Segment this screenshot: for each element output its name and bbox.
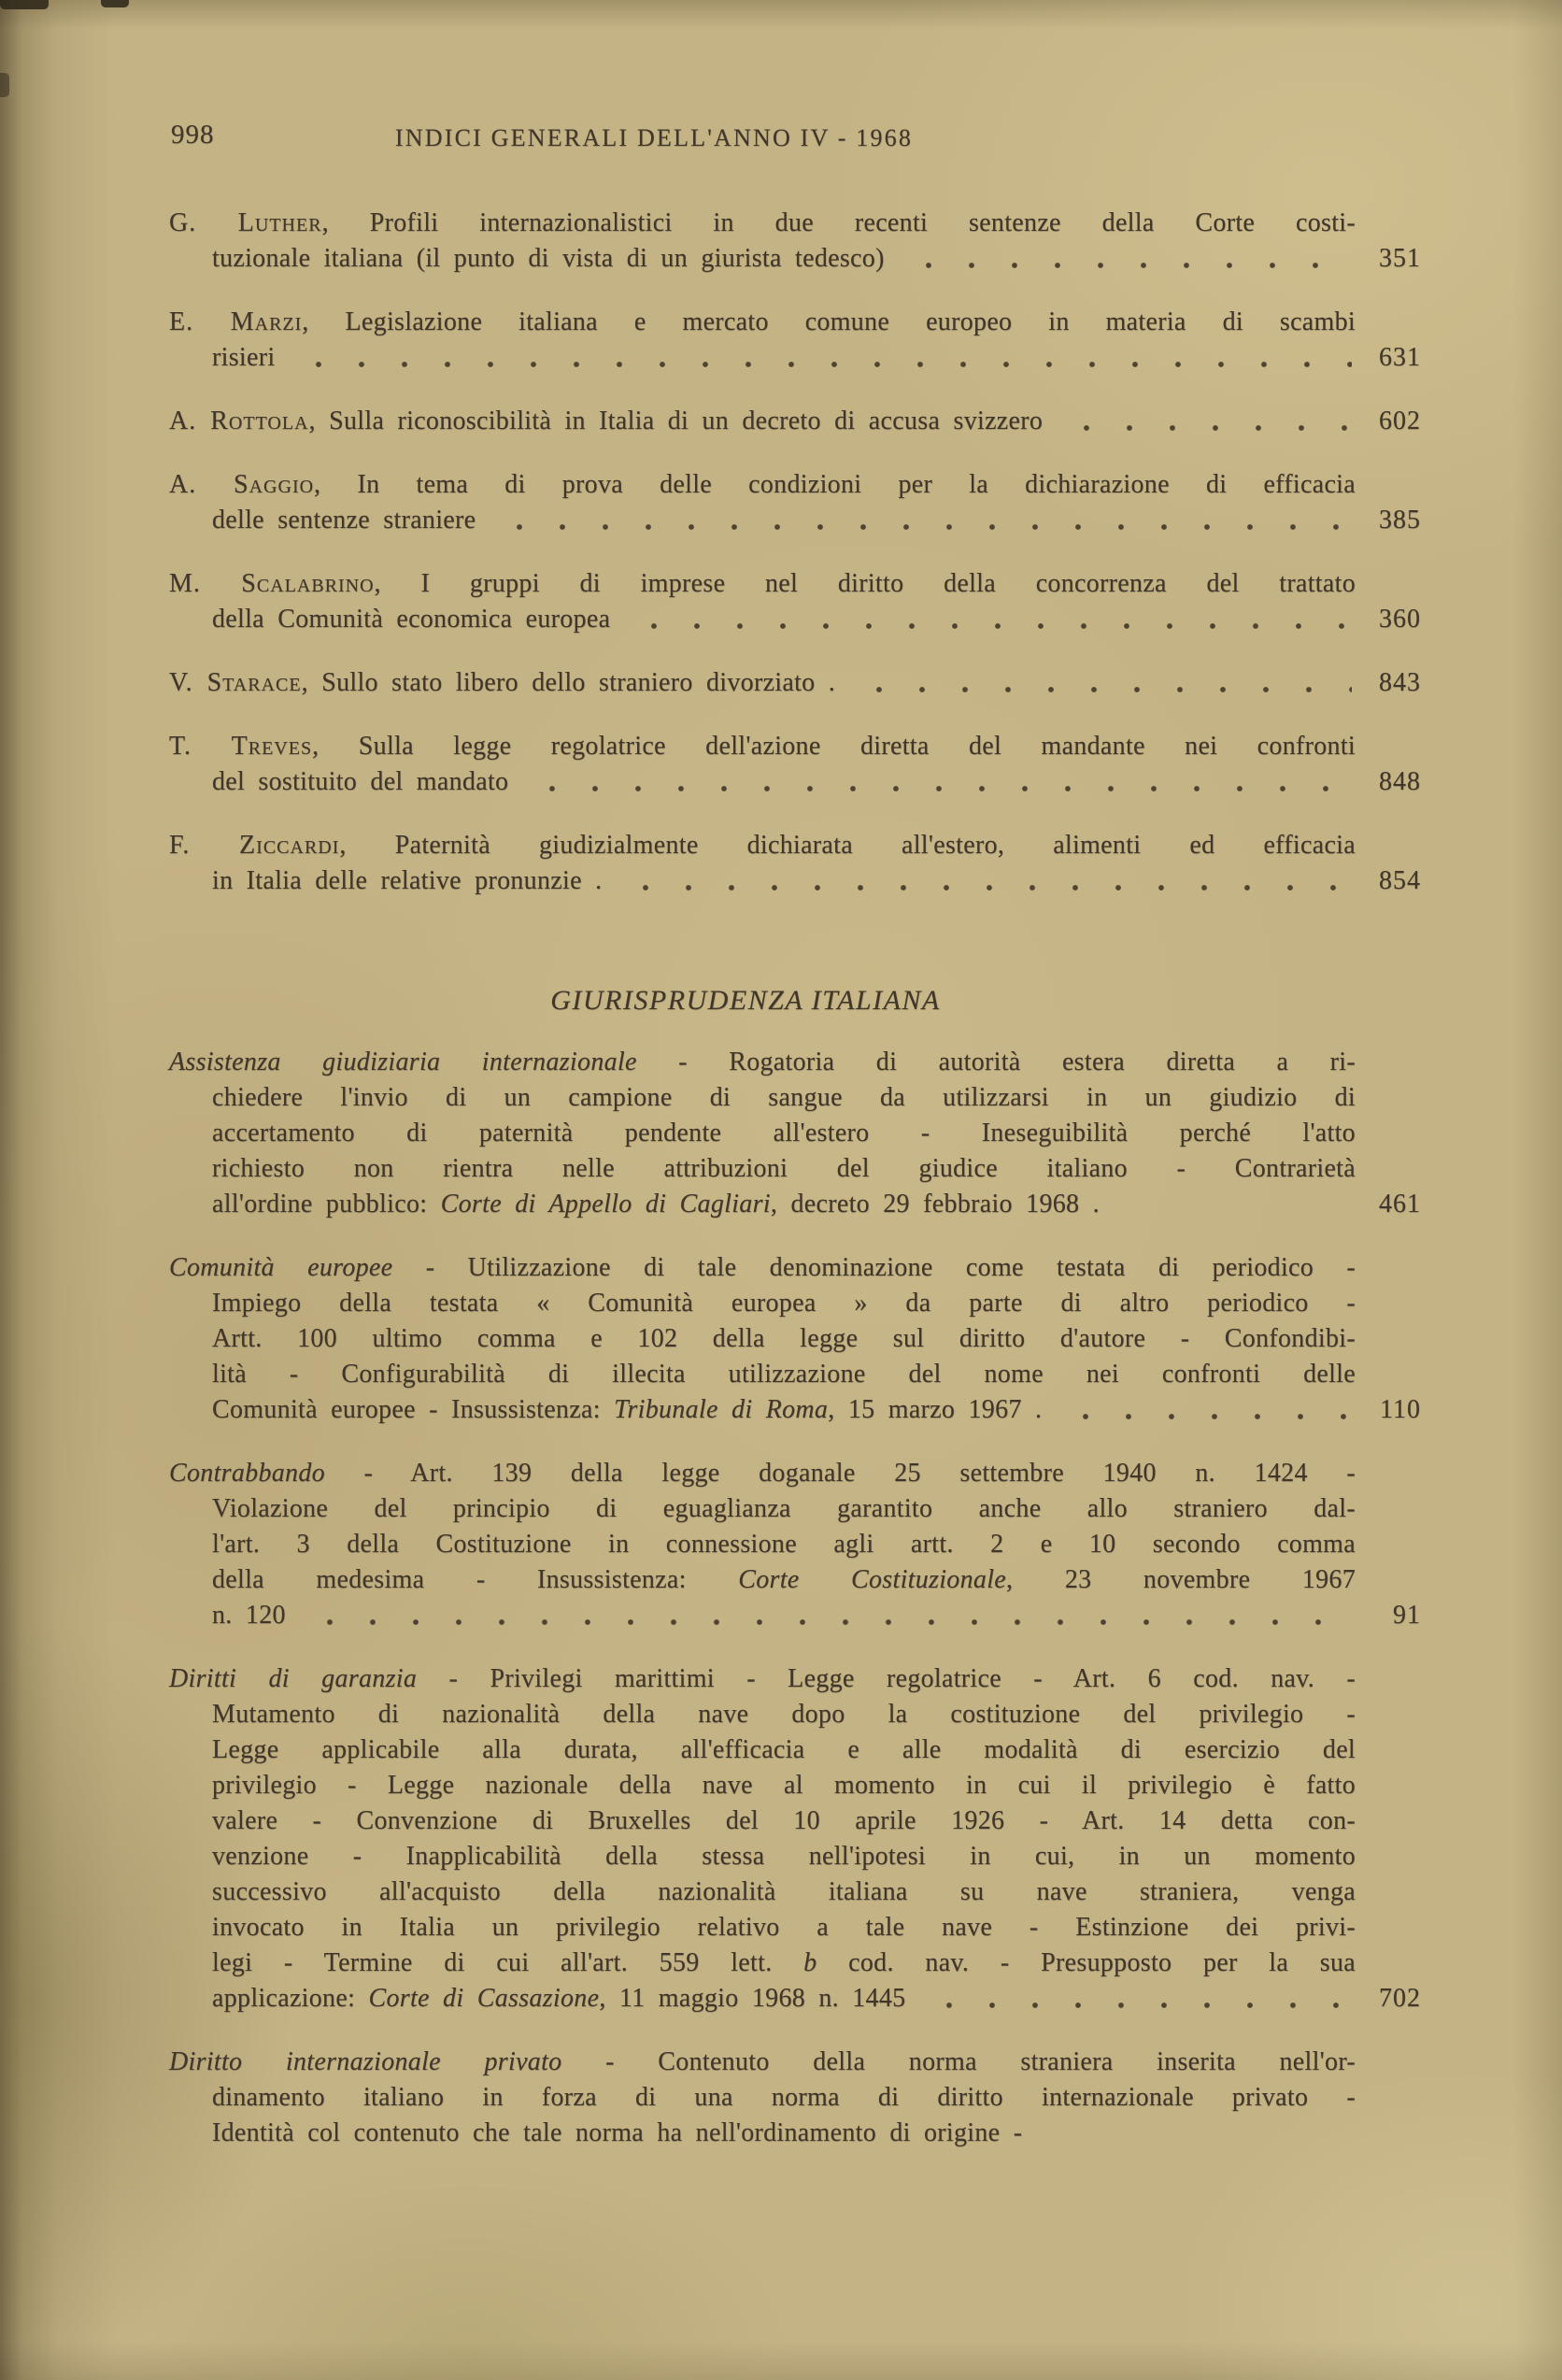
- text-segment: Diritti di garanzia: [169, 1664, 418, 1693]
- line-text: [169, 1045, 1356, 1080]
- line-text: [212, 602, 610, 637]
- text-segment: Comunità europee - Insussistenza:: [212, 1395, 615, 1424]
- entry-page-number: 91: [1393, 1601, 1421, 1630]
- line-text: [212, 1392, 1042, 1428]
- entry-page-number: 702: [1379, 1984, 1421, 2013]
- index-line: [169, 1321, 1356, 1357]
- entry-page-number: 854: [1379, 866, 1421, 895]
- line-text: [212, 1874, 1356, 1910]
- index-line: [169, 1945, 1356, 1981]
- text-segment: , Sulla riconoscibilità in Italia di un decreto di accusa svizzero: [308, 406, 1044, 435]
- leader-dots: [492, 503, 1352, 538]
- index-entry: [169, 206, 1421, 277]
- index-line: [169, 828, 1356, 863]
- line-text: [212, 340, 275, 376]
- line-text: [169, 2045, 1356, 2080]
- line-text: [212, 1357, 1356, 1392]
- text-segment: - Utilizzazione di tale denominazione come testata di periodico -: [392, 1253, 1356, 1282]
- line-text: [212, 2080, 1356, 2116]
- index-line: [169, 764, 1421, 800]
- index-line: [169, 1491, 1356, 1527]
- line-text: [212, 1491, 1356, 1527]
- index-line: [169, 404, 1421, 439]
- line-text: [169, 467, 1356, 503]
- index-entry: [169, 729, 1421, 800]
- text-segment: , 11 maggio 1968 n. 1445: [599, 1984, 906, 2013]
- text-segment: - Contenuto della norma straniera inserita nell'or-: [561, 2047, 1356, 2076]
- index-line: [169, 1080, 1356, 1116]
- index-line: [169, 1527, 1356, 1562]
- line-text: [169, 828, 1356, 863]
- text-segment: V. Starace: [169, 668, 302, 697]
- line-text: [212, 2116, 1022, 2151]
- running-head-title: INDICI GENERALI DELL'ANNO IV - 1968: [394, 124, 914, 151]
- index-line: [169, 340, 1421, 376]
- page-number: 998: [171, 120, 215, 150]
- entry-page-number: 385: [1379, 506, 1421, 534]
- leader-dots: [922, 1981, 1352, 2017]
- index-entry: [169, 1456, 1421, 1633]
- entry-page-number: 848: [1379, 767, 1421, 796]
- scan-artifact: [0, 0, 49, 9]
- author-entries: [169, 206, 1421, 927]
- leader-dots: [1059, 404, 1352, 439]
- text-segment: Comunità europee: [169, 1253, 393, 1282]
- leader-dots: [618, 863, 1352, 899]
- text-segment: della medesima - Insussistenza:: [212, 1565, 739, 1594]
- line-text: [169, 1661, 1356, 1697]
- index-line: [169, 1598, 1421, 1633]
- text-segment: Mutamento di nazionalità della nave dopo la costituzione del privilegio -: [212, 1700, 1356, 1729]
- index-line: [169, 1874, 1356, 1910]
- entry-page-number: 360: [1379, 605, 1421, 634]
- text-segment: lità - Configurabilità di illecita utilizzazione del nome nei confronti delle: [212, 1360, 1356, 1389]
- text-segment: Tribunale di Roma: [614, 1395, 829, 1424]
- line-text: [212, 1945, 1356, 1981]
- index-line: [169, 665, 1421, 701]
- index-line: [169, 1357, 1356, 1392]
- index-line: [169, 1392, 1421, 1428]
- line-text: [169, 566, 1356, 602]
- line-text: [212, 1803, 1356, 1839]
- entry-page-number: 351: [1379, 244, 1421, 273]
- text-segment: , I gruppi di imprese nel diritto della concorrenza del trattato: [374, 569, 1356, 598]
- text-segment: venzione - Inapplicabilità della stessa nell'ipotesi in cui, in un momento: [212, 1842, 1356, 1871]
- index-line: [169, 2080, 1356, 2116]
- index-line: [169, 1803, 1356, 1839]
- text-segment: in Italia delle relative pronunzie .: [212, 866, 603, 895]
- text-segment: delle sentenze straniere: [212, 506, 476, 534]
- text-segment: accertamento di paternità pendente all'estero - Ineseguibilità perché l'atto: [212, 1119, 1356, 1147]
- index-entry: [169, 828, 1421, 899]
- entry-page-number: 110: [1380, 1395, 1421, 1424]
- text-segment: valere - Convenzione di Bruxelles del 10 aprile 1926 - Art. 14 detta con-: [212, 1806, 1356, 1835]
- text-segment: , Sulla legge regolatrice dell'azione diretta del mandante nei confronti: [312, 732, 1356, 761]
- index-line: [169, 1839, 1356, 1874]
- line-text: [212, 1527, 1356, 1562]
- index-entry: [169, 467, 1421, 538]
- text-segment: b: [803, 1948, 817, 1977]
- index-line: [169, 729, 1356, 764]
- text-segment: Contrabbando: [169, 1459, 325, 1488]
- text-segment: - Rogatoria di autorità estera diretta a ri-: [636, 1047, 1356, 1076]
- text-segment: M. Scalabrino: [169, 569, 375, 598]
- leader-dots: [627, 602, 1352, 637]
- line-text: [212, 863, 602, 899]
- line-text: [212, 1562, 1356, 1598]
- leader-dots: [852, 665, 1352, 701]
- line-text: [169, 729, 1356, 764]
- line-text: [212, 1321, 1356, 1357]
- line-text: [212, 1598, 286, 1633]
- text-segment: Impiego della testata « Comunità europea » da parte di altro periodico -: [212, 1289, 1356, 1318]
- index-line: [169, 1562, 1356, 1598]
- text-segment: risieri: [212, 343, 276, 372]
- text-segment: legi - Termine di cui all'art. 559 lett.: [212, 1948, 804, 1977]
- line-text: [212, 1910, 1356, 1945]
- leader-dots: [525, 764, 1352, 800]
- text-segment: , decreto 29 febbraio 1968 .: [770, 1190, 1100, 1219]
- leader-dots: [902, 241, 1352, 277]
- index-line: [169, 2045, 1356, 2080]
- text-segment: Corte Costituzionale: [738, 1565, 1007, 1594]
- index-line: [169, 206, 1356, 241]
- text-segment: applicazione:: [212, 1984, 369, 2013]
- text-segment: , Legislazione italiana e mercato comune europeo in materia di scambi: [302, 307, 1356, 336]
- index-line: [169, 1045, 1356, 1080]
- index-entry: [169, 1045, 1421, 1222]
- line-text: [212, 1732, 1356, 1768]
- text-segment: Identità col contenuto che tale norma ha nell'ordinamento di origine -: [212, 2118, 1023, 2147]
- index-entry: [169, 1250, 1421, 1428]
- case-entries: [169, 1045, 1421, 2179]
- line-text: [212, 1080, 1356, 1116]
- line-text: [212, 1151, 1356, 1187]
- scan-artifact: [0, 73, 9, 97]
- index-line: [169, 1187, 1421, 1222]
- index-line: [169, 467, 1356, 503]
- text-segment: A. Saggio: [169, 470, 315, 499]
- index-line: [169, 1116, 1356, 1151]
- text-segment: , 23 novembre 1967: [1006, 1565, 1356, 1594]
- text-segment: Corte di Cassazione: [368, 1984, 600, 2013]
- line-text: [169, 1456, 1356, 1491]
- index-line: [169, 1910, 1356, 1945]
- text-segment: , 15 marzo 1967 .: [828, 1395, 1043, 1424]
- index-entry: [169, 305, 1421, 376]
- text-segment: dinamento italiano in forza di una norma di diritto internazionale privato -: [212, 2083, 1356, 2112]
- line-text: [212, 1697, 1356, 1732]
- index-line: [169, 1768, 1356, 1803]
- text-segment: successivo all'acquisto della nazionalità italiana su nave straniera, venga: [212, 1877, 1356, 1906]
- index-entry: [169, 566, 1421, 637]
- index-line: [169, 1981, 1421, 2017]
- text-segment: Assistenza giudiziaria internazionale: [169, 1047, 637, 1076]
- index-line: [169, 1661, 1356, 1697]
- index-line: [169, 1151, 1356, 1187]
- line-text: [212, 1187, 1100, 1222]
- index-line: [169, 2116, 1356, 2151]
- text-segment: Legge applicabile alla durata, all'efficacia e alle modalità di esercizio del: [212, 1735, 1356, 1764]
- text-segment: Artt. 100 ultimo comma e 102 della legge sul diritto d'autore - Confondibi-: [212, 1324, 1356, 1353]
- text-segment: A. Rottola: [169, 406, 309, 435]
- index-line: [169, 241, 1421, 277]
- text-segment: cod. nav. - Presupposto per la sua: [816, 1948, 1356, 1977]
- line-text: [169, 404, 1043, 439]
- leader-dots: [1058, 1392, 1352, 1428]
- line-text: [212, 1116, 1356, 1151]
- index-line: [169, 1250, 1356, 1286]
- text-segment: G. Luther: [169, 208, 322, 237]
- leader-dots: [303, 1598, 1352, 1633]
- line-text: [169, 1250, 1356, 1286]
- text-segment: all'ordine pubblico:: [212, 1190, 441, 1219]
- index-line: [169, 305, 1356, 340]
- text-segment: , Profili internazionalistici in due recenti sentenze della Corte costi-: [321, 208, 1356, 237]
- index-line: [169, 863, 1421, 899]
- entry-page-number: 631: [1379, 343, 1421, 372]
- text-segment: chiedere l'invio di un campione di sangue da utilizzarsi in un giudizio di: [212, 1083, 1356, 1112]
- index-line: [169, 566, 1356, 602]
- text-segment: della Comunità economica europea: [212, 605, 611, 634]
- entry-page-number: 461: [1379, 1190, 1421, 1219]
- text-segment: richiesto non rientra nelle attribuzioni del giudice italiano - Contrarietà: [212, 1154, 1356, 1183]
- text-segment: F. Ziccardi: [169, 831, 340, 860]
- index-entry: [169, 665, 1421, 701]
- text-segment: privilegio - Legge nazionale della nave al momento in cui il privilegio è fatto: [212, 1771, 1356, 1800]
- line-text: [169, 206, 1356, 241]
- index-line: [169, 602, 1421, 637]
- text-segment: Diritto internazionale privato: [169, 2047, 562, 2076]
- scan-artifact: [101, 0, 129, 7]
- line-text: [212, 1981, 905, 2017]
- text-segment: , In tema di prova delle condizioni per la dichiarazione di efficacia: [314, 470, 1356, 499]
- text-segment: l'art. 3 della Costituzione in connessione agli artt. 2 e 10 secondo comma: [212, 1530, 1356, 1559]
- line-text: [212, 503, 476, 538]
- line-text: [212, 1768, 1356, 1803]
- line-text: [169, 665, 835, 701]
- entry-page-number: 843: [1379, 668, 1421, 697]
- index-line: [169, 1697, 1356, 1732]
- index-entry: [169, 404, 1421, 439]
- text-segment: T. Treves: [169, 732, 313, 761]
- line-text: [212, 1286, 1356, 1321]
- text-segment: n. 120: [212, 1601, 286, 1630]
- index-entry: [169, 2045, 1356, 2151]
- line-text: [212, 1839, 1356, 1874]
- leader-dots: [291, 340, 1352, 376]
- text-segment: E. Marzi: [169, 307, 303, 336]
- text-segment: , Sullo stato libero dello straniero divorziato .: [301, 668, 836, 697]
- line-text: [212, 241, 885, 277]
- text-segment: Violazione del principio di eguaglianza garantito anche allo straniero dal-: [212, 1494, 1356, 1523]
- text-segment: del sostituito del mandato: [212, 767, 509, 796]
- line-text: [212, 764, 508, 800]
- text-segment: - Art. 139 della legge doganale 25 settembre 1940 n. 1424 -: [324, 1459, 1356, 1488]
- line-text: [169, 305, 1356, 340]
- text-segment: tuzionale italiana (il punto di vista di un giurista tedesco): [212, 244, 885, 273]
- text-segment: , Paternità giudizialmente dichiarata all'estero, alimenti ed efficacia: [339, 831, 1356, 860]
- index-line: [169, 503, 1421, 538]
- text-segment: invocato in Italia un privilegio relativo a tale nave - Estinzione dei privi-: [212, 1913, 1356, 1942]
- index-line: [169, 1732, 1356, 1768]
- text-segment: Corte di Appello di Cagliari: [440, 1190, 771, 1219]
- index-entry: [169, 1661, 1421, 2017]
- index-line: [169, 1456, 1356, 1491]
- index-line: [169, 1286, 1356, 1321]
- text-segment: - Privilegi marittimi - Legge regolatrice - Art. 6 cod. nav. -: [417, 1664, 1356, 1693]
- entry-page-number: 602: [1379, 406, 1421, 435]
- section-heading: GIURISPRUDENZA ITALIANA: [550, 985, 941, 1016]
